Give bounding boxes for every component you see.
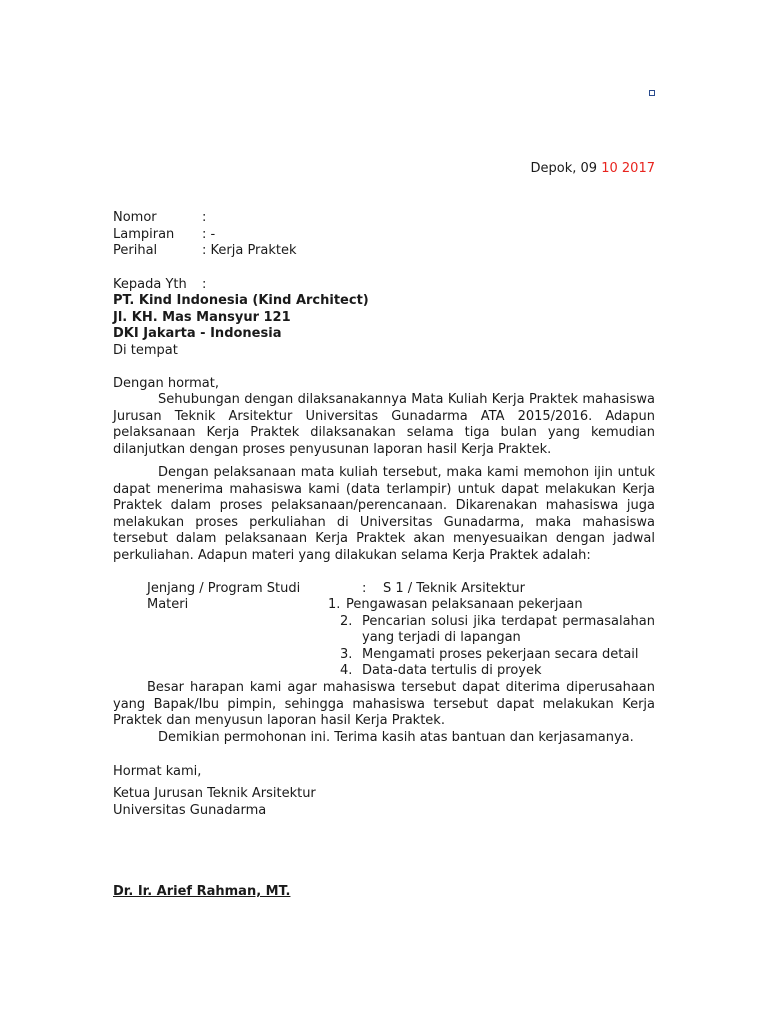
materi-item-text: Pencarian solusi jika terdapat permasalahan xyxy=(362,614,655,629)
meta-value-perihal: : Kerja Praktek xyxy=(202,243,297,258)
date-prefix: Depok, 09 xyxy=(530,161,598,176)
paragraph-text: Dengan pelaksanaan mata kuliah tersebut, maka kami memohon ijin untuk dapat menerima mahasiswa kami (data terlampir) untuk dapat melakukan Kerja Praktek dalam proses pelaksanaan/perencanaan. Dikarenakan mahasiswa juga melakukan proses perkuliahan di Universitas Gunadarma, maka mahasiswa tersebut dalam pelaksanaan Kerja Praktek akan menyesuaikan dengan jadwal perkuliahan. Adapun materi yang dilakukan selama Kerja Praktek adalah: xyxy=(113,465,655,563)
paragraph-text: Demikian permohonan ini. Terima kasih atas bantuan dan kerjasamanya. xyxy=(158,730,634,745)
paragraph-text: Besar harapan kami agar mahasiswa tersebut dapat diterima diperusahaan yang Bapak/Ibu pimpin, sehingga mahasiswa tersebut dapat melakukan Kerja Praktek dan menyusun laporan hasil Kerja Praktek. xyxy=(113,680,655,729)
materi-item-text: Mengamati proses pekerjaan secara detail xyxy=(362,647,639,662)
program-colon: : xyxy=(362,581,367,596)
program-label: Jenjang / Program Studi xyxy=(147,581,301,596)
regards: Hormat kami, xyxy=(113,764,202,779)
paragraph-text: Sehubungan dengan dilaksanakannya Mata Kuliah Kerja Praktek mahasiswa Jurusan Teknik Arsitektur Universitas Gunadarma ATA 2015/2016. Adapun pelaksanaan Kerja Praktek dilaksanakan selama tiga bulan yang kemudian dilanjutkan dengan proses penyusunan laporan hasil Kerja Praktek. xyxy=(113,392,655,457)
recipient-city: DKI Jakarta - Indonesia xyxy=(113,326,282,341)
greeting: Dengan hormat, xyxy=(113,376,220,391)
meta-value-lampiran: : - xyxy=(202,227,216,242)
signatory-title: Ketua Jurusan Teknik Arsitektur xyxy=(113,786,316,801)
meta-label-lampiran: Lampiran xyxy=(113,227,175,242)
materi-item-number: 4. xyxy=(340,663,353,678)
materi-item-number: 3. xyxy=(340,647,353,662)
recipient-intro-label: Kepada Yth xyxy=(113,277,187,292)
letter-date xyxy=(531,161,655,176)
meta-label-perihal: Perihal xyxy=(113,243,158,258)
recipient-place: Di tempat xyxy=(113,343,178,358)
materi-item-number: 1. xyxy=(328,597,341,612)
signatory-name: Dr. Ir. Arief Rahman, MT. xyxy=(113,884,291,899)
meta-label-nomor: Nomor xyxy=(113,210,157,225)
closing-paragraph-2 xyxy=(113,730,655,747)
body-paragraph-2 xyxy=(113,465,655,565)
materi-item-text-continued: yang terjadi di lapangan xyxy=(362,630,521,645)
meta-value-nomor: : xyxy=(202,210,207,225)
materi-item-text: Data-data tertulis di proyek xyxy=(362,663,542,678)
materi-item-text: Pengawasan pelaksanaan pekerjaan xyxy=(346,597,583,612)
program-value: S 1 / Teknik Arsitektur xyxy=(383,581,525,596)
materi-label: Materi xyxy=(147,597,189,612)
closing-paragraph-1 xyxy=(113,680,655,730)
recipient-company: PT. Kind Indonesia (Kind Architect) xyxy=(113,293,369,308)
square-marker-icon xyxy=(649,90,655,96)
signatory-org: Universitas Gunadarma xyxy=(113,803,267,818)
recipient-intro-colon: : xyxy=(202,277,207,292)
date-highlight: 10 2017 xyxy=(601,161,655,176)
materi-item-number: 2. xyxy=(340,614,353,629)
recipient-street: Jl. KH. Mas Mansyur 121 xyxy=(113,310,291,325)
body-paragraph-1 xyxy=(113,392,655,458)
